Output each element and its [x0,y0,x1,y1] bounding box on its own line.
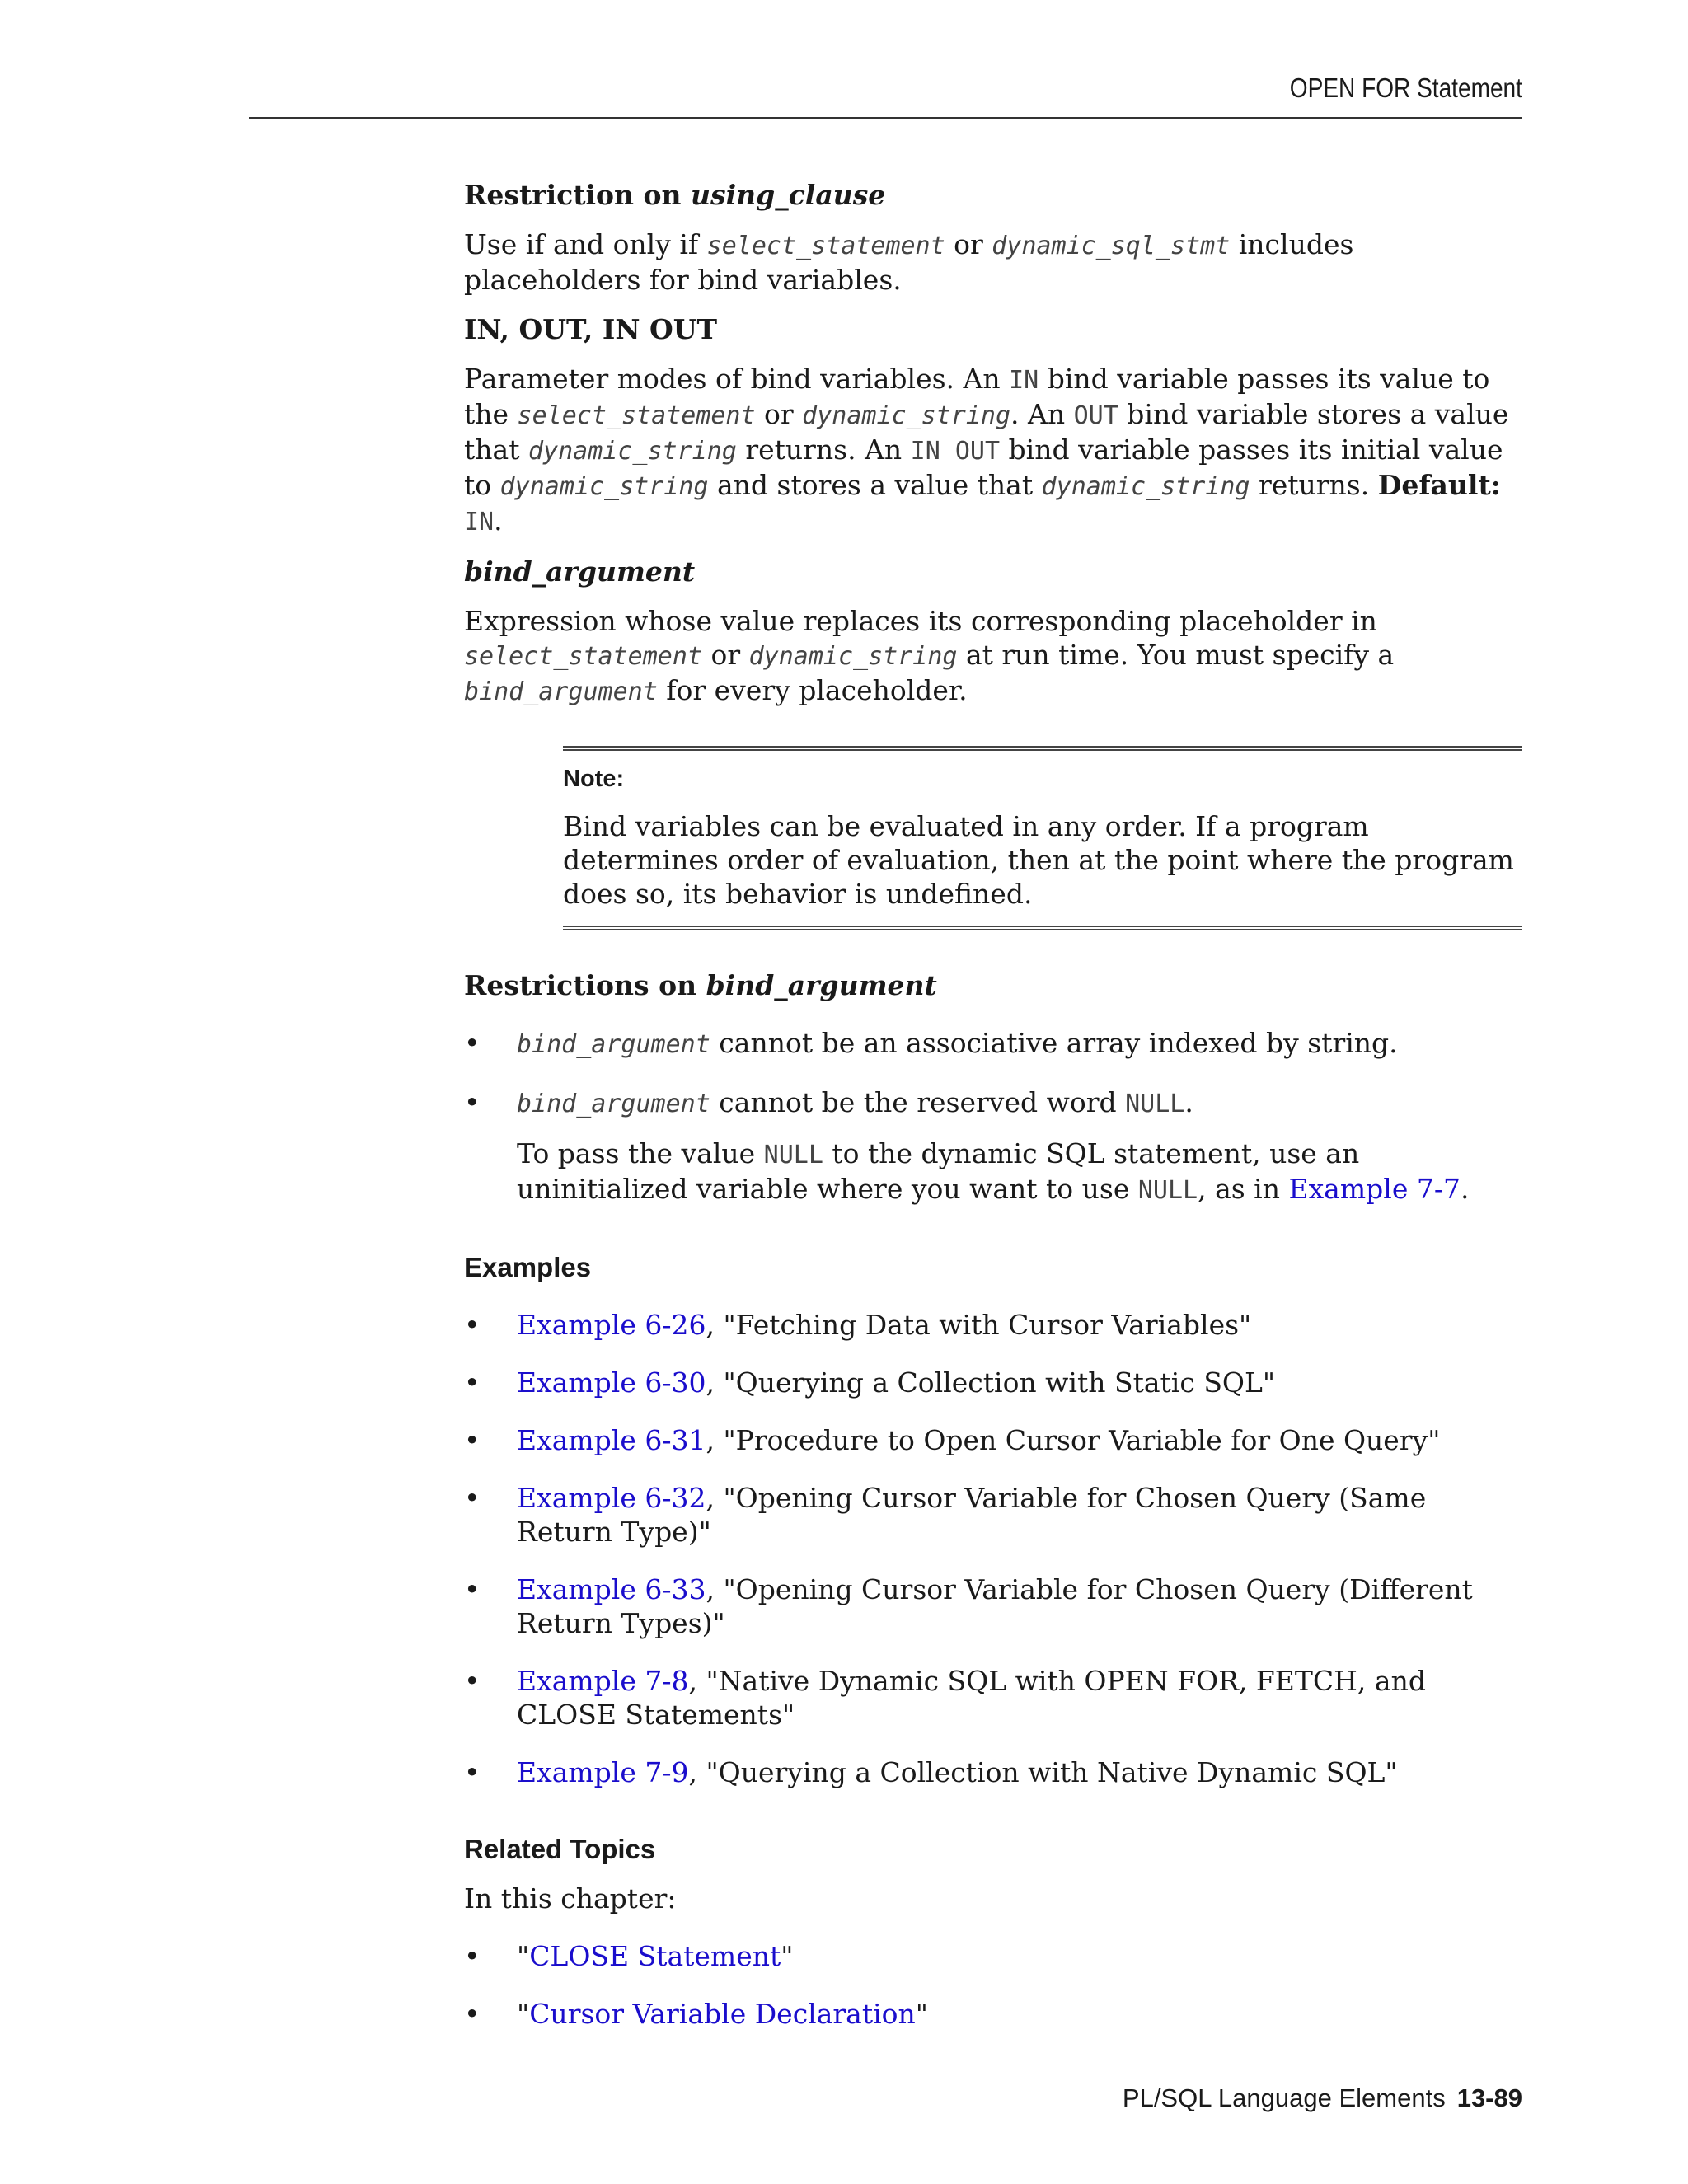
related-item [464,1997,1522,2031]
note-text: Bind variables can be evaluated in any order. If a program determines order of evaluation, then at the point where the program does so, its behavior is undefined. [563,810,1514,910]
example-title: , "Querying a Collection with Static SQL" [706,1366,1276,1399]
code-term: select_statement [464,642,702,671]
bullet: • [464,1756,481,1788]
example-link[interactable]: Example 7-8 [517,1665,689,1697]
code-term: dynamic_string [528,437,737,466]
quote-mark: " [517,1998,530,2030]
example-title: , "Native Dynamic SQL with OPEN FOR, FETCH, and CLOSE Statements" [517,1665,1426,1731]
related-item [464,1939,1522,1973]
list-item: • bind_argument cannot be the reserved word NULL. To pass the value NULL to the dynamic SQL statement, use an uninitialized variable where you want to use NULL, as in Example 7-7. [464,1085,1522,1207]
bullet: • [464,1424,481,1456]
code-term: bind_argument [517,1030,710,1059]
example-title: , "Opening Cursor Variable for Chosen Query (Different Return Types)" [517,1573,1473,1639]
example-7-7-link[interactable]: Example 7-7 [1288,1173,1461,1205]
bullet: • [464,1573,481,1605]
code-term: bind_argument [517,1090,710,1118]
example-link[interactable]: Example 6-26 [517,1309,706,1341]
code-term: NULL [1137,1176,1198,1205]
bind-argument-text: Expression whose value replaces its corresponding placeholder in select_statement or dynamic_string at run time. You must specify a bind_argument for every placeholder. [464,605,1395,706]
bullet: • [464,1086,481,1118]
page-content [464,178,1522,2031]
example-item [464,1755,1522,1789]
page-footer [1123,2083,1522,2113]
code-term: dynamic_string [802,401,1011,430]
bullet: • [464,1940,481,1972]
example-title: , "Opening Cursor Variable for Chosen Query (Same Return Type)" [517,1482,1427,1548]
in-out-heading: IN, OUT, IN OUT [464,313,718,345]
code-term: dynamic_sql_stmt [992,232,1231,260]
bullet: • [464,1027,481,1059]
code-term: dynamic_string [499,472,709,501]
code-term: select_statement [706,232,945,260]
example-link[interactable]: Example 7-9 [517,1756,689,1788]
bind-argument-heading: bind_argument [464,555,696,588]
example-item [464,1308,1522,1342]
examples-list [464,1308,1522,1789]
bullet: • [464,1309,481,1341]
in-out-text: Parameter modes of bind variables. An IN bind variable passes its value to the select_statement or dynamic_string. An OUT bind variable stores a value that dynamic_string returns. An IN OUT bind variable passes its initial value to dynamic_string and stores a value that dynamic_string returns. Default: IN. [464,363,1509,537]
header-rule [249,117,1522,119]
related-link[interactable]: CLOSE Statement [529,1940,781,1972]
bullet: • [464,1366,481,1399]
note-label: Note: [563,766,625,792]
quote-mark: " [781,1940,794,1972]
code-term: dynamic_string [748,642,958,671]
example-item [464,1366,1522,1399]
related-list [464,1939,1522,2031]
quote-mark: " [915,1998,928,2030]
code-term: OUT [1073,401,1118,430]
example-title: , "Procedure to Open Cursor Variable for One Query" [706,1424,1441,1456]
default-label: Default: [1377,469,1501,501]
code-term: NULL [1125,1090,1185,1118]
example-item [464,1423,1522,1457]
code-term: bind_argument [464,677,658,706]
restrictions-list [464,1026,1522,1207]
bullet: • [464,1482,481,1514]
bullet: • [464,1998,481,2030]
footer-text: PL/SQL Language Elements [1122,2083,1446,2112]
example-item [464,1664,1522,1732]
example-link[interactable]: Example 6-31 [517,1424,706,1456]
code-term: IN [464,508,495,537]
quote-mark: " [517,1940,530,1972]
heading-term: using_clause [691,179,886,211]
example-title: , "Querying a Collection with Native Dynamic SQL" [688,1756,1398,1788]
related-topics-heading: Related Topics [464,1834,656,1864]
example-link[interactable]: Example 6-32 [517,1482,706,1514]
code-term: select_statement [517,401,756,430]
related-link[interactable]: Cursor Variable Declaration [529,1998,916,2030]
examples-heading: Examples [464,1252,592,1282]
example-item [464,1481,1522,1549]
related-intro: In this chapter: [464,1882,677,1915]
example-item [464,1572,1522,1640]
code-term: IN OUT [910,437,1001,466]
example-link[interactable]: Example 6-33 [517,1573,706,1605]
restrictions-bind-heading: Restrictions on bind_argument [464,969,937,1001]
code-term: NULL [763,1141,823,1169]
bullet: • [464,1665,481,1697]
code-term: IN [1009,366,1039,395]
example-link[interactable]: Example 6-30 [517,1366,706,1399]
page-number: 13-89 [1456,2083,1522,2112]
code-term: dynamic_string [1041,472,1250,501]
note-box [563,746,1522,930]
example-title: , "Fetching Data with Cursor Variables" [706,1309,1252,1341]
restriction-using-heading: Restriction on using_clause [464,179,886,211]
restriction-using-text: Use if and only if select_statement or dynamic_sql_stmt includes placeholders for bind variables. [464,228,1354,296]
restriction-null-text: To pass the value NULL to the dynamic SQL statement, use an uninitialized variable where you want to use NULL, as in Example 7-7. [517,1137,1470,1205]
running-header-title: OPEN FOR Statement [1289,73,1522,103]
list-item: • bind_argument cannot be an associative array indexed by string. [464,1027,1398,1059]
